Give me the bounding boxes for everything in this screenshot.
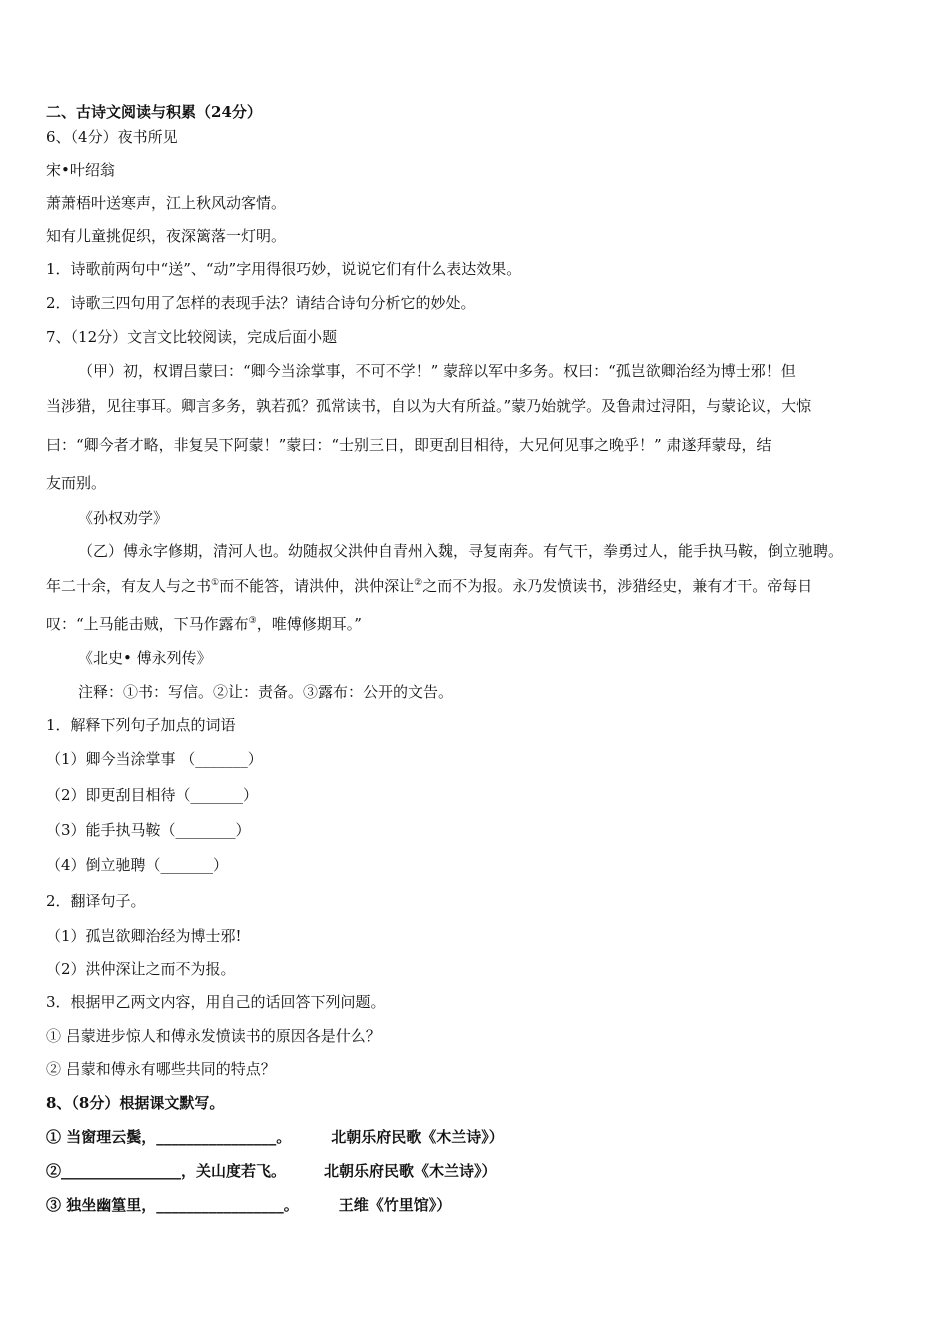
q6-poem-line-1: 萧萧梧叶送寒声，江上秋风动客情。: [46, 194, 287, 212]
q6-header: 6、（4分）夜书所见: [46, 128, 178, 146]
q7-jia-line-1: （甲）初，权谓吕蒙曰：“卿今当涂掌事，不可不学！” 蒙辞以军中多务。权曰：“孤岂欲卿治经为博士邪！但: [78, 362, 796, 380]
q7-jia-line-2: 当涉猎，见往事耳。卿言多务，孰若孤？孤常读书，自以为大有所益。”蒙乃始就学。及鲁肃过浔阳，与蒙论议，大惊: [46, 397, 812, 415]
q7-yi-line-3-b: ，唯傅修期耳。”: [256, 615, 362, 633]
q7-jia-line-3: 曰：“卿今者才略，非复吴下阿蒙！”蒙曰：“士别三日，即更刮目相待，大兄何见事之晚乎！” 肃遂拜蒙母，结: [46, 436, 772, 454]
q8-item-2-source: 北朝乐府民歌《木兰诗》）: [324, 1162, 497, 1180]
q7-jia-source: 《孙权劝学》: [78, 509, 169, 527]
q8-header: [46, 1092, 224, 1114]
q7-sub1-item-3: （3）能手执马鞍（________）: [46, 821, 251, 839]
q7-yi-source: 《北史• 傅永列传》: [78, 649, 212, 667]
q8-header-instruction: 根据课文默写。: [119, 1094, 225, 1112]
q8-item-2: [46, 1160, 497, 1182]
q7-jia-line-4: 友而别。: [46, 474, 107, 492]
q8-item-2-text: ②________________，关山度若飞。: [46, 1162, 287, 1180]
q7-yi-line-3-a: 叹：“上马能击贼，下马作露布: [46, 615, 249, 633]
q7-sub3-item-1: ① 吕蒙进步惊人和傅永发愤读书的原因各是什么？: [46, 1027, 381, 1045]
q8-item-3: [46, 1194, 451, 1216]
q7-yi-line-3: [46, 613, 362, 635]
section-title: 二、古诗文阅读与积累（24分）: [46, 103, 262, 121]
footnote-mark-3: ③: [248, 616, 257, 626]
q8-item-1-source: 北朝乐府民歌《木兰诗》）: [331, 1128, 504, 1146]
q7-yi-line-2-b: 而不能答，请洪仲，洪仲深让: [219, 577, 415, 595]
q7-sub2-item-1: （1）孤岂欲卿治经为博士邪!: [46, 927, 242, 945]
q6-poem-line-2: 知有儿童挑促织，夜深篱落一灯明。: [46, 227, 287, 245]
q8-header-number: 8、（8分）: [46, 1094, 120, 1112]
q6-subquestion-1: 1．诗歌前两句中“送”、“动”字用得很巧妙，说说它们有什么表达效果。: [46, 260, 522, 278]
footnote-mark-2: ②: [414, 578, 423, 588]
q7-sub2-item-2: （2）洪仲深让之而不为报。: [46, 960, 236, 978]
q7-subquestion-3: 3．根据甲乙两文内容，用自己的话回答下列问题。: [46, 993, 386, 1011]
q6-subquestion-2: 2．诗歌三四句用了怎样的表现手法？请结合诗句分析它的妙处。: [46, 294, 476, 312]
q7-yi-line-1: （乙）傅永字修期，清河人也。幼随叔父洪仲自青州入魏，寻复南奔。有气干，拳勇过人，能手执马鞍，倒立驰聘。: [78, 542, 844, 560]
q8-item-3-text: ③ 独坐幽篁里，_________________。: [46, 1196, 299, 1214]
q7-sub3-item-2: ② 吕蒙和傅永有哪些共同的特点？: [46, 1060, 276, 1078]
q7-subquestion-2: 2．翻译句子。: [46, 892, 146, 910]
q7-yi-line-2-c: 之而不为报。永乃发愤读书，涉猎经史，兼有才干。帝每日: [422, 577, 813, 595]
q7-sub1-item-4: （4）倒立驰聘（_______）: [46, 856, 229, 874]
q7-notes: 注释：①书：写信。②让：责备。③露布：公开的文告。: [78, 683, 454, 701]
q7-header: 7、（12分）文言文比较阅读，完成后面小题: [46, 328, 338, 346]
q8-item-1: [46, 1126, 504, 1148]
footnote-mark-1: ①: [211, 578, 220, 588]
q8-item-3-source: 王维《竹里馆》）: [338, 1196, 452, 1214]
q7-yi-line-2-a: 年二十余，有友人与之书: [46, 577, 212, 595]
q7-sub1-item-2: （2）即更刮目相待（_______）: [46, 786, 259, 804]
q6-author: 宋•叶绍翁: [46, 161, 115, 179]
q7-sub1-item-1: （1）卿今当涂掌事 （_______）: [46, 750, 263, 768]
q7-yi-line-2: [46, 575, 812, 597]
q7-subquestion-1: 1．解释下列句子加点的词语: [46, 716, 236, 734]
q8-item-1-text: ① 当窗理云鬓，________________。: [46, 1128, 292, 1146]
